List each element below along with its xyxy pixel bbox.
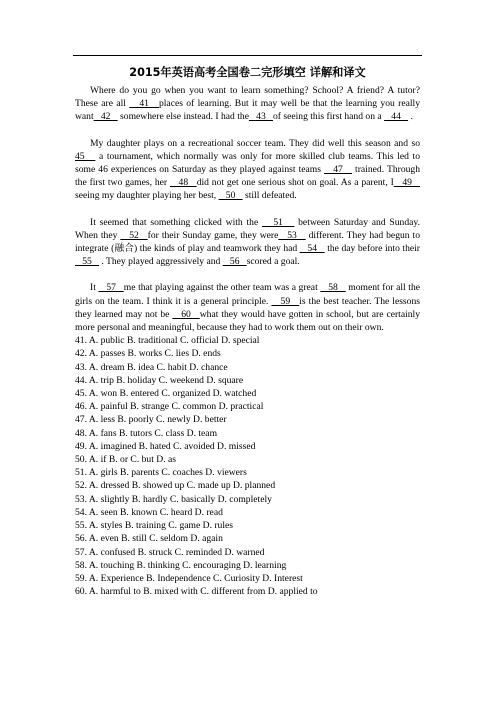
passage-text: did not get one serious shot on goal. As a parent, I bbox=[196, 177, 394, 189]
option-line: 46. A. painful B. strange C. common D. practical bbox=[75, 401, 264, 413]
option-line: 42. A. passes B. works C. lies D. ends bbox=[75, 348, 221, 360]
passage-text: places of learning. But it may well be that the learning you really want bbox=[75, 98, 421, 123]
passage-text: trained. Through the first two games, her bbox=[75, 164, 421, 189]
document-body bbox=[75, 84, 420, 598]
blank-number: 50 bbox=[218, 190, 243, 202]
passage-paragraph-3 bbox=[75, 216, 420, 269]
option-line: 60. A. harmful to B. mixed with C. different from D. applied to bbox=[75, 586, 318, 598]
blank-number: 58 bbox=[320, 282, 346, 294]
passage-text: scored a goal. bbox=[246, 256, 300, 268]
option-line: 57. A. confused B. struck C. reminded D. warned bbox=[75, 546, 265, 558]
passage-text: moment for all the girls on the team. I think it is a general principle. bbox=[75, 282, 421, 307]
option-line: 43. A. dream B. idea C. habit D. chance bbox=[75, 361, 228, 373]
passage-text: Where do you go when you want to learn something? School? A friend? A tutor? These are all bbox=[75, 85, 420, 110]
option-line: 52. A. dressed B. showed up C. made up D. planned bbox=[75, 480, 276, 492]
blank-number: 55 bbox=[75, 256, 99, 268]
passage-text: a tournament, which normally was only for more skilled club teams. This led to some 46 experiences on Saturday as they played against teams bbox=[75, 150, 420, 176]
passage-text: is the best teacher. The lessons they learned may not be bbox=[75, 295, 420, 320]
option-line: 55. A. styles B. training C. game D. rules bbox=[75, 520, 234, 532]
blank-number: 59 bbox=[271, 295, 300, 307]
option-line: 51. A. girls B. parents C. coaches D. viewers bbox=[75, 467, 247, 479]
passage-text: somewhere else instead. I had the bbox=[117, 111, 249, 123]
option-line: 54. A. seen B. known C. heard D. read bbox=[75, 506, 223, 518]
option-line: 49. A. imagined B. hated C. avoided D. missed bbox=[75, 440, 256, 452]
document-title: 2015年英语高考全国卷二完形填空 详解和译文 bbox=[129, 66, 366, 79]
blank-number: 45 bbox=[75, 150, 96, 162]
blank-number: 44 bbox=[384, 111, 409, 123]
option-line: 59. A. Experience B. Independence C. Curiosity D. Interest bbox=[75, 572, 303, 584]
passage-text: It bbox=[90, 282, 99, 294]
option-line: 50. A. if B. or C. but D. as bbox=[75, 454, 177, 466]
option-line: 47. A. less B. poorly C. newly D. better bbox=[75, 414, 227, 426]
option-line: 56. A. even B. still C. seldom D. again bbox=[75, 533, 223, 545]
blank-number: 57 bbox=[98, 282, 124, 294]
passage-paragraph-1 bbox=[75, 84, 420, 124]
passage-text: It seemed that something clicked with the bbox=[90, 216, 262, 228]
blank-number: 47 bbox=[324, 164, 352, 176]
option-line: 58. A. touching B. thinking C. encouraging D. learning bbox=[75, 559, 287, 571]
option-line: 48. A. fans B. tutors C. class D. team bbox=[75, 427, 218, 439]
passage-text: between Saturday and Sunday. When they bbox=[75, 216, 420, 241]
blank-number: 43 bbox=[248, 111, 273, 123]
passage bbox=[75, 84, 420, 334]
blank-number: 41 bbox=[129, 98, 159, 110]
passage-text: still defeated. bbox=[242, 190, 297, 202]
passage-text: me that playing against the other team was a great bbox=[123, 282, 321, 294]
passage-text: the day before into their bbox=[324, 243, 420, 255]
passage-text: for their Sunday game, they were bbox=[147, 229, 279, 241]
options-list bbox=[75, 334, 420, 598]
blank-number: 42 bbox=[93, 111, 118, 123]
passage-text: My daughter plays on a recreational soccer team. They did well this season and so bbox=[90, 137, 420, 149]
passage-paragraph-2 bbox=[75, 137, 420, 203]
blank-number: 49 bbox=[393, 177, 421, 189]
blank-number: 52 bbox=[120, 229, 148, 241]
blank-number: 56 bbox=[222, 256, 247, 268]
blank-number: 48 bbox=[169, 177, 197, 189]
option-line: 53. A. slightly B. hardly C. basically D. completely bbox=[75, 493, 272, 505]
passage-text: . They played aggressively and bbox=[98, 256, 223, 268]
blank-number: 51 bbox=[262, 216, 295, 228]
passage-paragraph-4 bbox=[75, 281, 420, 334]
passage-text: different. They had begun to integrate (融合) the kinds of play and teamwork they had bbox=[75, 229, 420, 255]
passage-text: seeing my daughter playing her best, bbox=[75, 190, 219, 202]
option-line: 44. A. trip B. holiday C. weekend D. square bbox=[75, 374, 244, 386]
blank-number: 53 bbox=[278, 229, 306, 241]
top-rule bbox=[73, 55, 422, 56]
blank-number: 60 bbox=[172, 308, 200, 320]
blank-number: 54 bbox=[299, 243, 325, 255]
option-line: 45. A. won B. entered C. organized D. watched bbox=[75, 388, 257, 400]
passage-text: . bbox=[408, 111, 413, 123]
passage-text: of seeing this first hand on a bbox=[272, 111, 385, 123]
option-line: 41. A. public B. traditional C. official D. special bbox=[75, 335, 260, 347]
passage-text: what they would have gotten in school, but are certainly more personal and meaningful, because they had to work them out on their own. bbox=[75, 308, 421, 334]
